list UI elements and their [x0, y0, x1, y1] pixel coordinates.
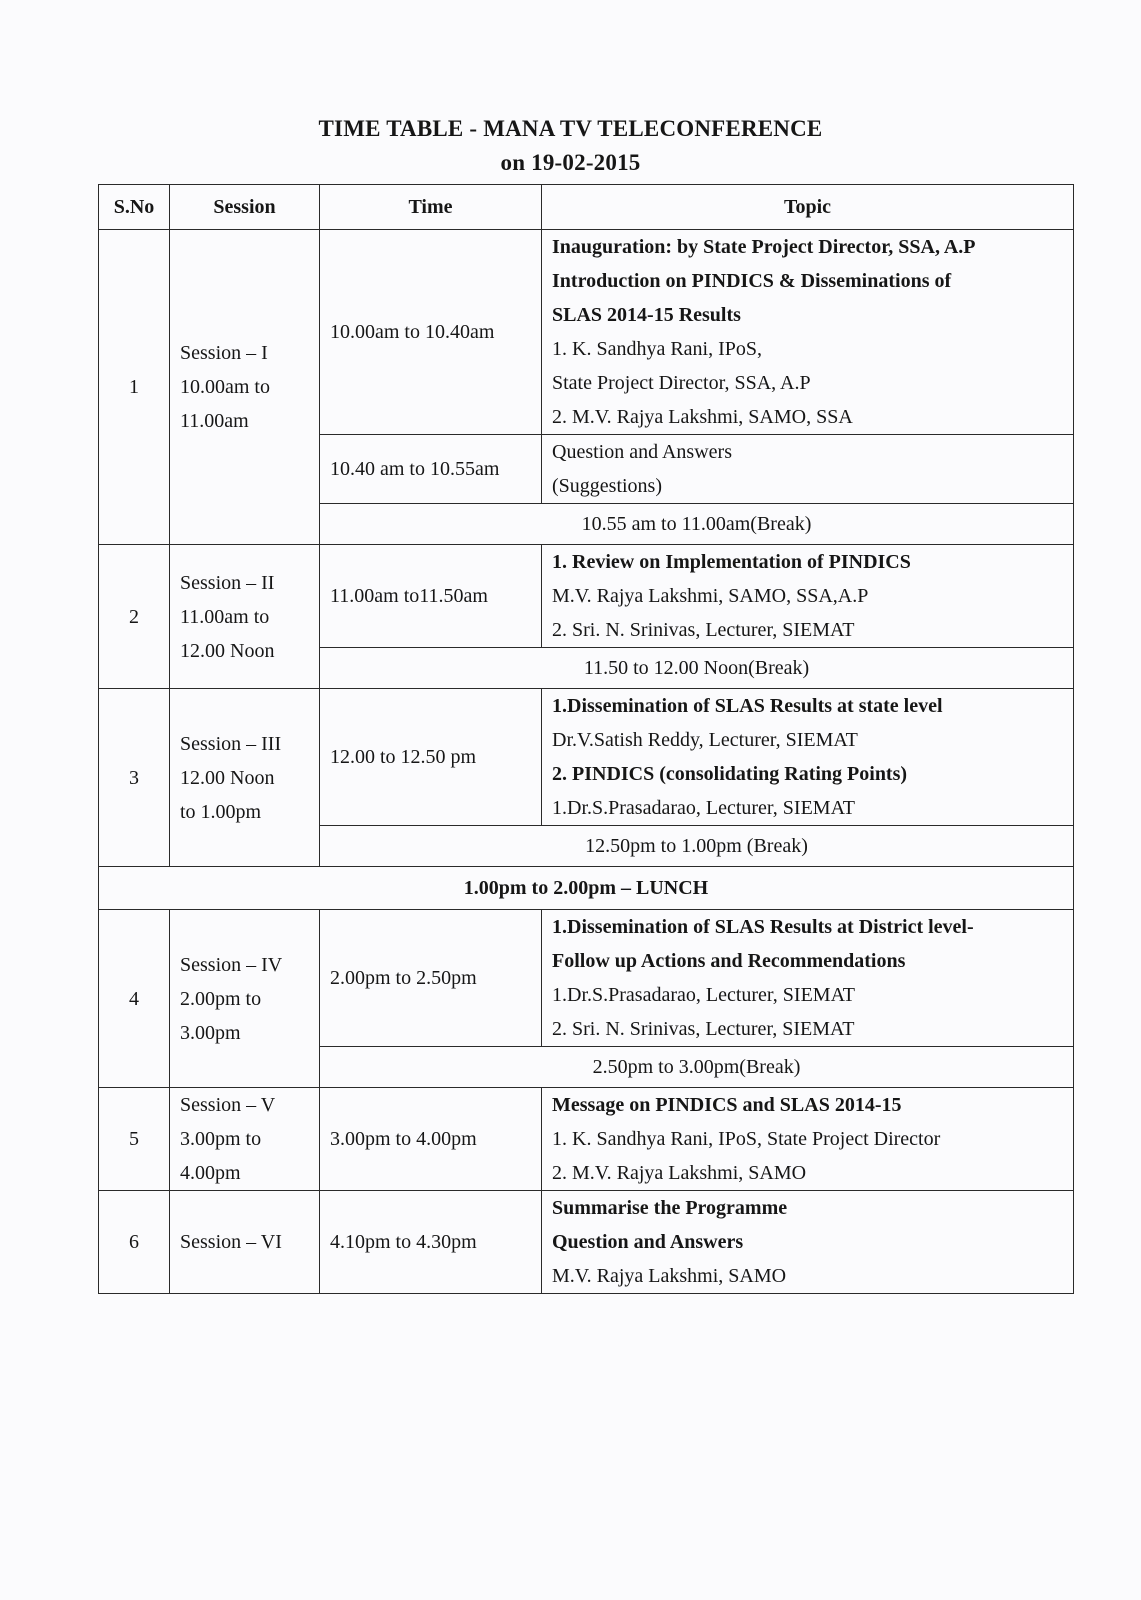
session-line: Session – IV	[180, 953, 283, 976]
session-line: 4.00pm	[180, 1162, 241, 1184]
topic-line: SLAS 2014-15 Results	[552, 304, 741, 326]
time-cell: 3.00pm to 4.00pm	[320, 1088, 542, 1191]
topic-line: (Suggestions)	[552, 475, 662, 497]
timetable	[98, 184, 1074, 1294]
break-cell: 2.50pm to 3.00pm(Break)	[320, 1047, 1074, 1088]
topic-line: 2. Sri. N. Srinivas, Lecturer, SIEMAT	[552, 1018, 855, 1040]
session-line: 3.00pm to	[180, 1128, 262, 1150]
topic-cell	[542, 689, 1074, 826]
topic-cell	[542, 910, 1074, 1047]
time-cell: 10.00am to 10.40am	[320, 230, 542, 435]
topic-line: 1.Dissemination of SLAS Results at state level	[552, 695, 943, 717]
document-title: TIME TABLE - MANA TV TELECONFERENCE	[318, 116, 823, 141]
session-line: 10.00am to	[180, 376, 270, 398]
topic-line: M.V. Rajya Lakshmi, SAMO	[552, 1265, 787, 1287]
table-row	[99, 230, 1074, 435]
break-cell: 10.55 am to 11.00am(Break)	[320, 504, 1074, 545]
session-line: Session – I	[180, 342, 268, 364]
topic-line: Inauguration: by State Project Director, SSA, A.P	[552, 236, 976, 258]
topic-line: 1.Dissemination of SLAS Results at District level-	[552, 916, 974, 938]
topic-line: State Project Director, SSA, A.P	[552, 372, 811, 394]
topic-cell	[542, 1088, 1074, 1191]
table-row	[99, 689, 1074, 826]
session-cell	[170, 545, 320, 689]
topic-line: Follow up Actions and Recommendations	[552, 950, 906, 972]
topic-line: Introduction on PINDICS & Disseminations of	[552, 270, 952, 292]
session-line: 11.00am	[180, 410, 249, 432]
sno-cell: 3	[99, 689, 170, 867]
time-cell: 10.40 am to 10.55am	[320, 435, 542, 504]
topic-line: 2. PINDICS (consolidating Rating Points)	[552, 763, 908, 785]
session-line: Session – VI	[180, 1231, 282, 1253]
table-row	[99, 545, 1074, 648]
topic-line: M.V. Rajya Lakshmi, SAMO, SSA,A.P	[552, 585, 869, 607]
header-sno: S.No	[99, 185, 170, 230]
session-cell	[170, 689, 320, 867]
topic-line: 2. Sri. N. Srinivas, Lecturer, SIEMAT	[552, 619, 855, 641]
session-line: Session – III	[180, 732, 282, 755]
header-topic: Topic	[542, 185, 1074, 230]
table-row	[99, 1088, 1074, 1191]
session-cell	[170, 1191, 320, 1294]
sno-cell: 2	[99, 545, 170, 689]
topic-line: Summarise the Programme	[552, 1197, 788, 1219]
time-cell: 2.00pm to 2.50pm	[320, 910, 542, 1047]
time-cell: 4.10pm to 4.30pm	[320, 1191, 542, 1294]
topic-cell	[542, 545, 1074, 648]
session-line: Session – V	[180, 1094, 276, 1116]
time-cell: 11.00am to11.50am	[320, 545, 542, 648]
topic-line: 1. K. Sandhya Rani, IPoS,	[552, 338, 762, 360]
document-subtitle: on 19-02-2015	[500, 150, 641, 175]
table-row	[99, 910, 1074, 1047]
topic-line: Dr.V.Satish Reddy, Lecturer, SIEMAT	[552, 729, 858, 751]
table-row	[99, 1191, 1074, 1294]
session-line: 11.00am to	[180, 605, 270, 628]
sno-cell: 1	[99, 230, 170, 545]
break-cell: 12.50pm to 1.00pm (Break)	[320, 826, 1074, 867]
time-cell: 12.00 to 12.50 pm	[320, 689, 542, 826]
header-time: Time	[320, 185, 542, 230]
topic-cell	[542, 435, 1074, 504]
session-line: 3.00pm	[180, 1021, 241, 1044]
topic-line: Question and Answers	[552, 1231, 744, 1253]
session-line: 12.00 Noon	[180, 766, 275, 789]
topic-line: 1.Dr.S.Prasadarao, Lecturer, SIEMAT	[552, 984, 856, 1006]
sno-cell: 6	[99, 1191, 170, 1294]
topic-line: Message on PINDICS and SLAS 2014-15	[552, 1094, 902, 1116]
topic-line: 1. Review on Implementation of PINDICS	[552, 551, 911, 573]
timetable-body	[99, 230, 1074, 1294]
lunch-cell: 1.00pm to 2.00pm – LUNCH	[99, 867, 1074, 910]
session-line: 12.00 Noon	[180, 639, 275, 662]
session-cell	[170, 910, 320, 1088]
sno-cell: 5	[99, 1088, 170, 1191]
break-cell: 11.50 to 12.00 Noon(Break)	[320, 648, 1074, 689]
topic-line: Question and Answers	[552, 441, 732, 463]
session-line: to 1.00pm	[180, 800, 262, 823]
topic-line: 2. M.V. Rajya Lakshmi, SAMO, SSA	[552, 406, 853, 428]
session-cell	[170, 1088, 320, 1191]
lunch-row	[99, 867, 1074, 910]
session-line: 2.00pm to	[180, 987, 262, 1010]
header-row	[99, 185, 1074, 230]
session-line: Session – II	[180, 571, 275, 594]
sno-cell: 4	[99, 910, 170, 1088]
topic-line: 2. M.V. Rajya Lakshmi, SAMO	[552, 1162, 807, 1184]
header-session: Session	[170, 185, 320, 230]
topic-line: 1.Dr.S.Prasadarao, Lecturer, SIEMAT	[552, 797, 856, 819]
topic-line: 1. K. Sandhya Rani, IPoS, State Project Director	[552, 1128, 941, 1150]
topic-cell	[542, 230, 1074, 435]
session-cell	[170, 230, 320, 545]
topic-cell	[542, 1191, 1074, 1294]
